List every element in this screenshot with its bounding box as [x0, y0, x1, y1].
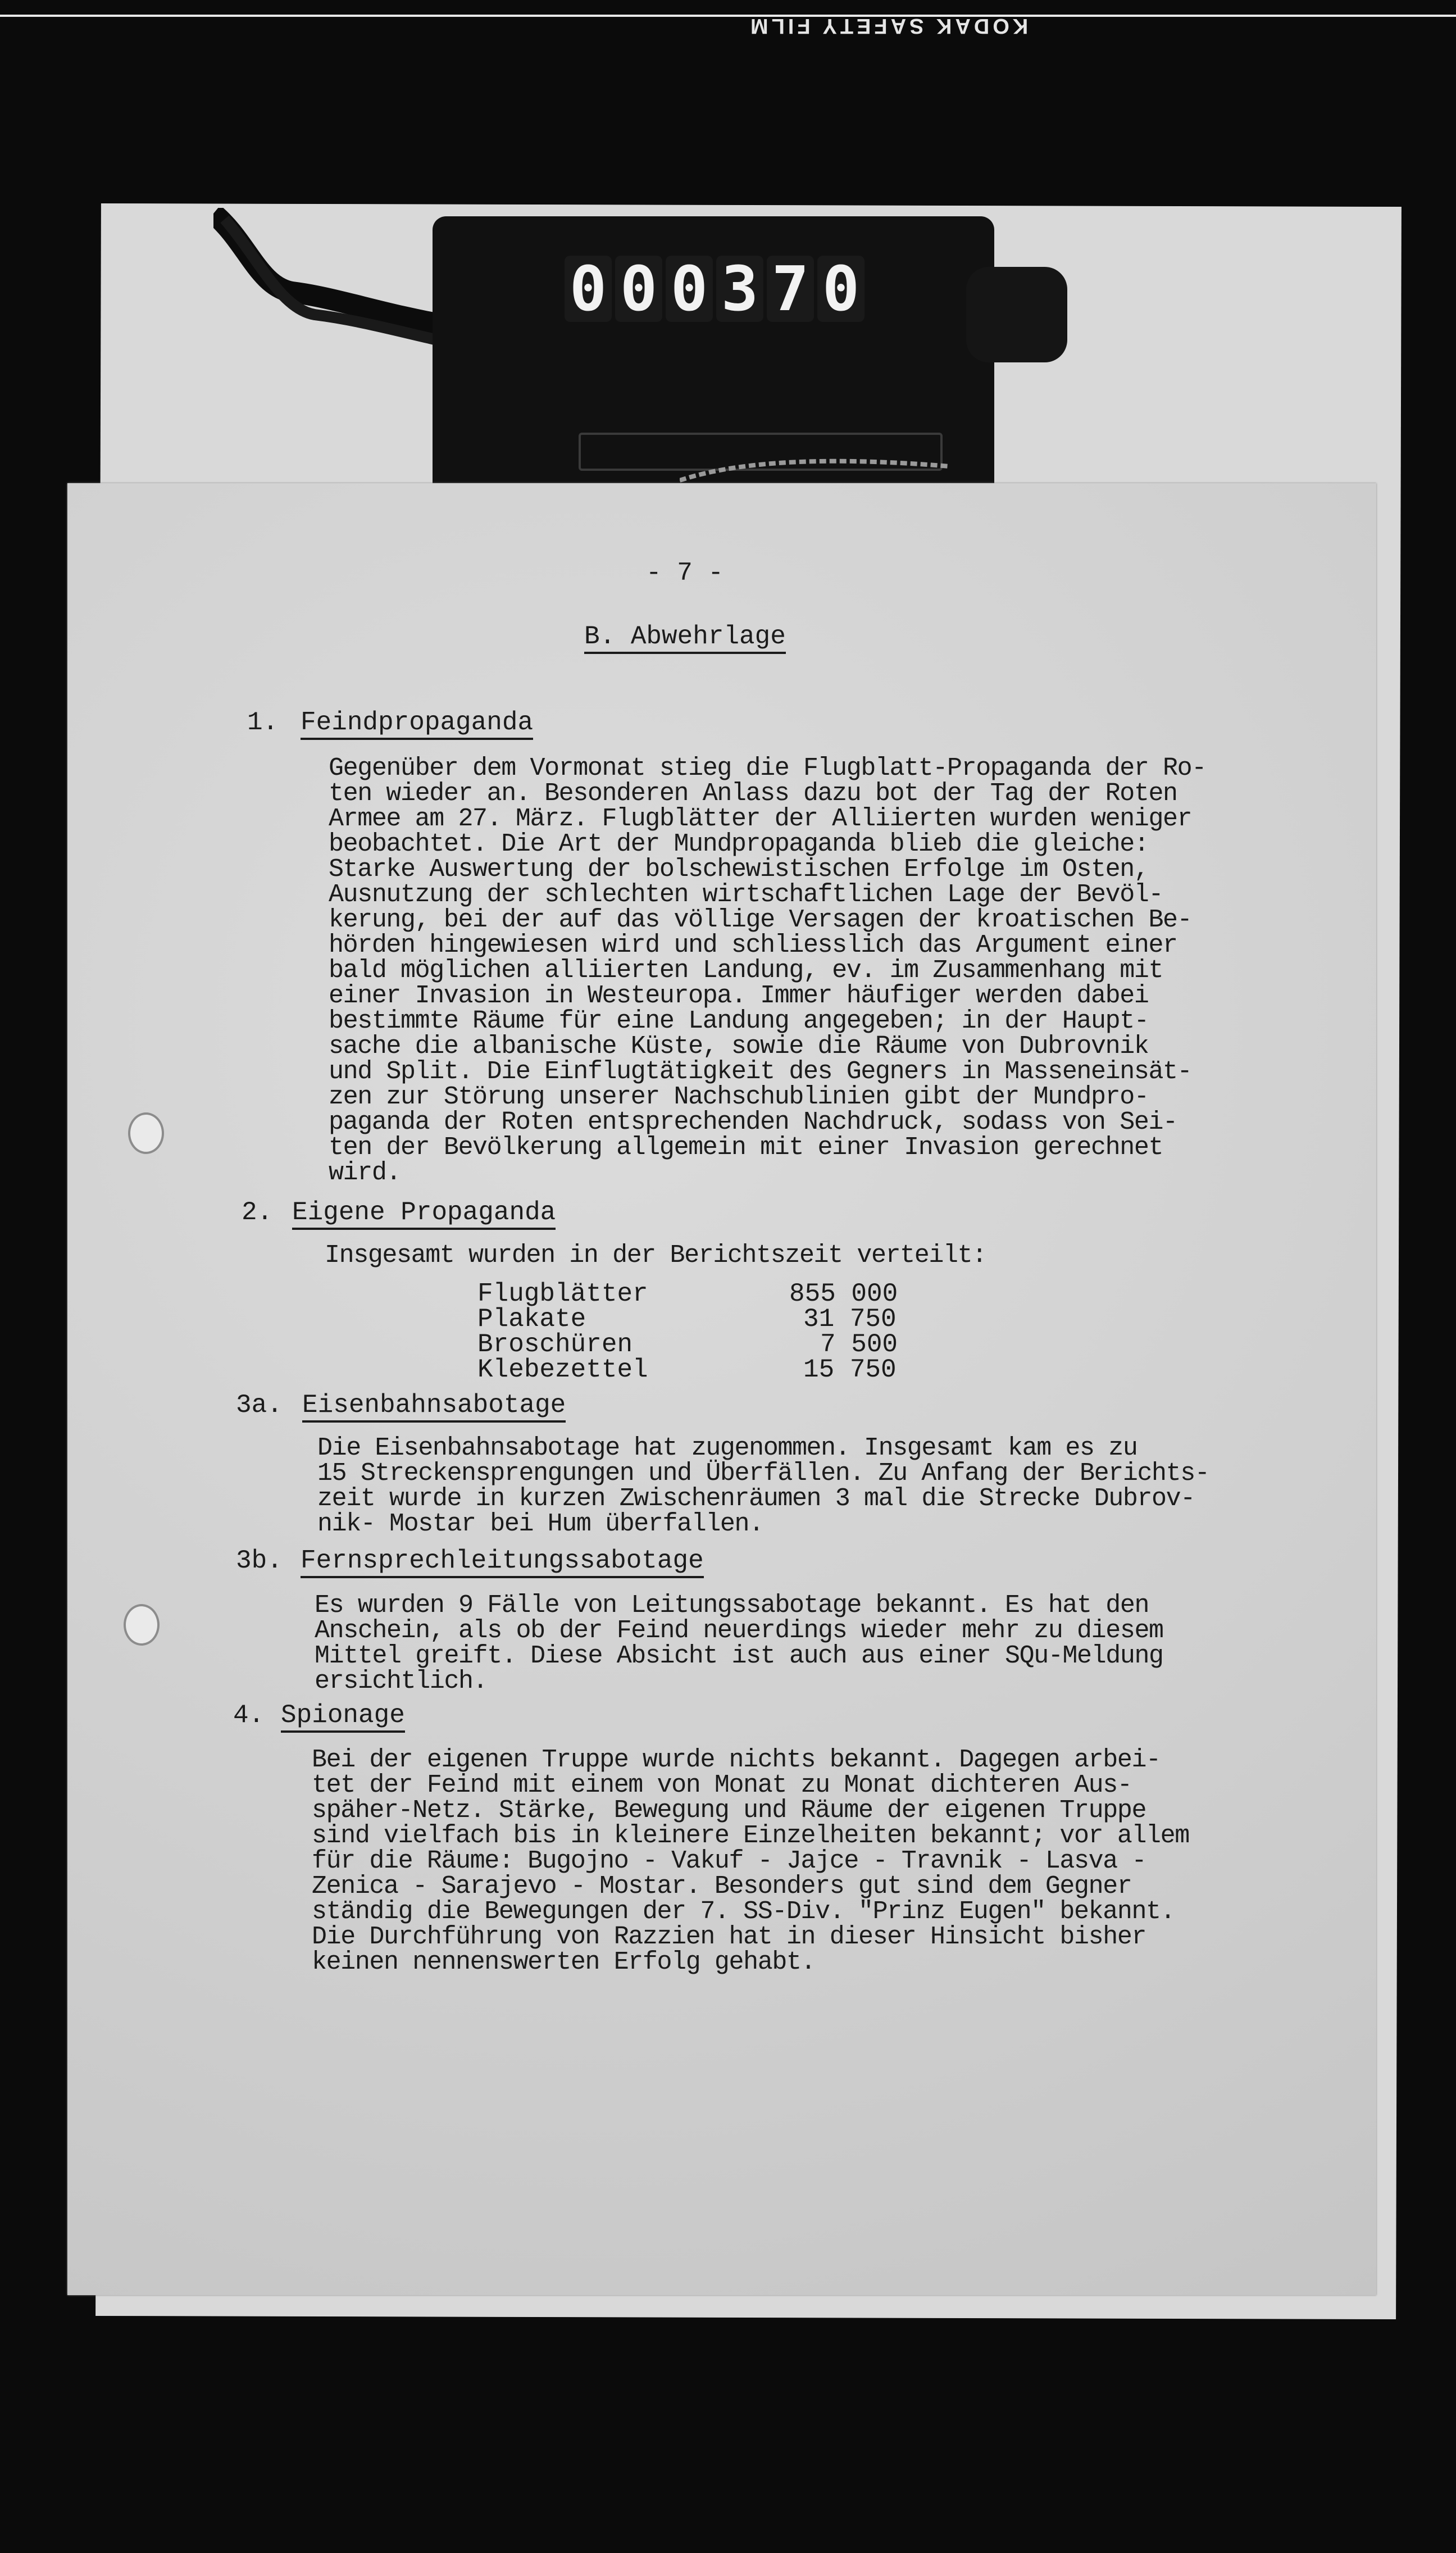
- body-line: ersichtlich.: [315, 1667, 488, 1696]
- body-line: Es wurden 9 Fälle von Leitungssabotage bekannt. Es hat den: [315, 1591, 1149, 1620]
- section-title: Eisenbahnsabotage: [302, 1392, 566, 1423]
- counter-wire: [680, 452, 949, 486]
- film-edge-line: [0, 15, 1456, 17]
- body-line: Anschein, als ob der Feind neuerdings wieder mehr zu diesem: [315, 1616, 1163, 1645]
- body-line: Gegenüber dem Vormonat stieg die Flugblatt-Propaganda der Ro-: [329, 754, 1206, 783]
- body-line: Die Eisenbahnsabotage hat zugenommen. Insgesamt kam es zu: [317, 1434, 1138, 1462]
- punch-hole: [128, 1112, 164, 1154]
- counter-cable: [213, 208, 449, 354]
- table-count: 855 000: [789, 1279, 898, 1309]
- film-edge: [0, 0, 1456, 38]
- counter-digit: 7: [767, 256, 814, 322]
- body-line: bald möglichen alliierten Landung, ev. im Zusammenhang mit: [329, 956, 1163, 985]
- body-line: Mittel greift. Diese Absicht ist auch aus einer SQu-Meldung: [315, 1642, 1163, 1670]
- body-line: Bei der eigenen Truppe wurde nichts bekannt. Dagegen arbei-: [312, 1746, 1161, 1774]
- body-line: Armee am 27. März. Flugblätter der Alliierten wurden weniger: [329, 805, 1192, 833]
- body-line: keinen nennenswerten Erfolg gehabt.: [312, 1948, 816, 1977]
- body-line: einer Invasion in Westeuropa. Immer häufiger werden dabei: [329, 982, 1149, 1010]
- body-line: Zenica - Sarajevo - Mostar. Besonders gut sind dem Gegner: [312, 1872, 1132, 1901]
- table-count: 15 750: [803, 1355, 897, 1384]
- body-line: beobachtet. Die Art der Mundpropaganda blieb die gleiche:: [329, 830, 1149, 858]
- body-line: ten der Bevölkerung allgemein mit einer Invasion gerechnet: [329, 1133, 1163, 1162]
- body-line: sache die albanische Küste, sowie die Räume von Dubrovnik: [329, 1032, 1149, 1061]
- body-line: Starke Auswertung der bolschewistischen Erfolge im Osten,: [329, 855, 1149, 884]
- body-line: Die Durchführung von Razzien hat in dieser Hinsicht bisher: [312, 1923, 1146, 1951]
- body-line: für die Räume: Bugojno - Vakuf - Jajce - Travnik - Lasva -: [312, 1847, 1146, 1875]
- section-number: 4.: [233, 1701, 265, 1730]
- body-line: Insgesamt wurden in der Berichtszeit verteilt:: [325, 1241, 986, 1270]
- table-count: 31 750: [803, 1305, 897, 1334]
- body-line: nik- Mostar bei Hum überfallen.: [317, 1510, 763, 1538]
- punch-hole: [124, 1604, 160, 1646]
- counter-digit: 0: [615, 256, 662, 322]
- table-count: 7 500: [820, 1330, 898, 1359]
- body-line: kerung, bei der auf das völlige Versagen der kroatischen Be-: [329, 906, 1192, 934]
- body-line: späher-Netz. Stärke, Bewegung und Räume der eigenen Truppe: [312, 1796, 1146, 1825]
- body-line: zeit wurde in kurzen Zwischenräumen 3 mal die Strecke Dubrov-: [317, 1484, 1195, 1513]
- body-line: tet der Feind mit einem von Monat zu Monat dichteren Aus-: [312, 1771, 1132, 1800]
- body-line: ten wieder an. Besonderen Anlass dazu bot der Tag der Roten: [329, 779, 1177, 808]
- section-title: Fernsprechleitungssabotage: [301, 1548, 704, 1578]
- counter-digit: 0: [565, 256, 612, 322]
- section-title: Spionage: [281, 1702, 405, 1733]
- body-line: und Split. Die Einflugtätigkeit des Gegners in Masseneinsät-: [329, 1057, 1192, 1086]
- section-title: Eigene Propaganda: [292, 1200, 556, 1230]
- body-line: paganda der Roten entsprechenden Nachdruck, sodass von Sei-: [329, 1108, 1177, 1137]
- counter-digit: 3: [716, 256, 763, 322]
- section-number: 3b.: [236, 1546, 283, 1575]
- body-line: Ausnutzung der schlechten wirtschaftlichen Lage der Bevöl-: [329, 880, 1163, 909]
- page-heading: B. Abwehrlage: [584, 624, 786, 654]
- section-number: 1.: [247, 708, 279, 737]
- body-line: hörden hingewiesen wird und schliesslich das Argument einer: [329, 931, 1177, 960]
- counter-digit: 0: [817, 256, 865, 322]
- page-number: - 7 -: [646, 558, 724, 588]
- table-item: Flugblätter: [477, 1279, 648, 1309]
- section-title: Feindpropaganda: [301, 710, 533, 740]
- section-number: 3a.: [236, 1391, 283, 1420]
- section-number: 2.: [242, 1198, 273, 1227]
- body-line: sind vielfach bis in kleinere Einzelheiten bekannt; vor allem: [312, 1821, 1189, 1850]
- body-line: bestimmte Räume für eine Landung angegeben; in der Haupt-: [329, 1007, 1149, 1035]
- body-line: wird.: [329, 1159, 401, 1187]
- counter-digit: 0: [666, 256, 713, 322]
- body-line: zen zur Störung unserer Nachschublinien gibt der Mundpro-: [329, 1083, 1149, 1111]
- table-item: Plakate: [477, 1305, 586, 1334]
- table-item: Broschüren: [477, 1330, 633, 1359]
- table-item: Klebezettel: [477, 1355, 648, 1384]
- body-line: 15 Streckensprengungen und Überfällen. Zu Anfang der Berichts-: [317, 1459, 1209, 1488]
- body-line: ständig die Bewegungen der 7. SS-Div. "Prinz Eugen" bekannt.: [312, 1897, 1175, 1926]
- counter-digits: [565, 253, 865, 334]
- counter-knob: [966, 267, 1067, 362]
- film-edge-text: KODAK SAFETY FILM: [747, 14, 1029, 38]
